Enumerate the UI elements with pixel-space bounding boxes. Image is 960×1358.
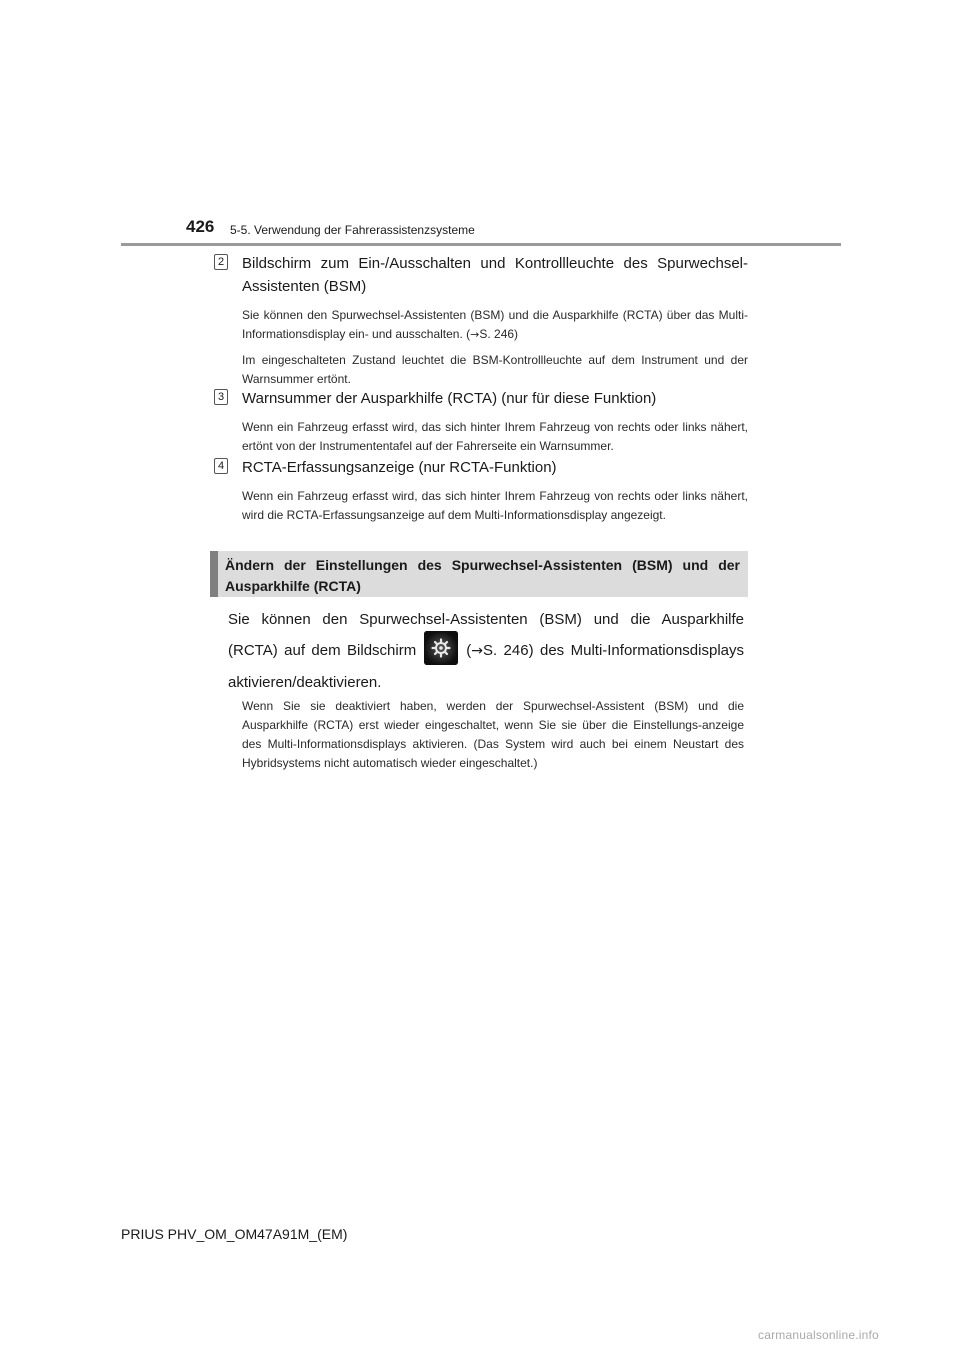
settings-note: Wenn Sie sie deaktiviert haben, werden der Spurwechsel-Assistent (BSM) und die Ausparkhilfe (RCTA) erst wieder eingeschaltet, wenn Sie sie über die Einstellungs-anzeige des Multi-Informationsdisplays aktivieren. (Das System wird auch bei einem Neustart des Hybridsystems nicht automatisch wieder eingeschaltet.)	[242, 699, 744, 770]
item-paragraph	[242, 306, 748, 344]
arrow-symbol: →	[471, 643, 483, 659]
item-body	[242, 306, 748, 389]
item-body	[242, 487, 748, 525]
item-paragraph: Wenn ein Fahrzeug erfasst wird, das sich hinter Ihrem Fahrzeug von rechts oder links nähert, ertönt von der Instrumententafel auf der Fahrerseite ein Warnsummer.	[242, 420, 748, 453]
gear-settings-icon	[424, 631, 458, 665]
intro-text-after-icon: S. 246) des Multi-Informationsdisplays aktivieren/deaktivieren.	[228, 642, 744, 691]
section-title: 5-5. Verwendung der Fahrerassistenzsysteme	[230, 223, 475, 237]
item-number-badge: 3	[214, 389, 228, 405]
intro-text-before-icon: Sie können den Spurwechsel-Assistenten (BSM) und die Ausparkhilfe (RCTA) auf dem Bildschirm	[228, 611, 744, 659]
header-rule	[121, 243, 841, 246]
item-3	[214, 387, 748, 463]
footer-document-code: PRIUS PHV_OM_OM47A91M_(EM)	[121, 1226, 348, 1242]
item-paragraph-text: Sie können den Spurwechsel-Assistenten (BSM) und die Ausparkhilfe (RCTA) über das Multi-Informationsdisplay ein- und ausschalten. (	[242, 308, 748, 341]
item-number-badge: 4	[214, 458, 228, 474]
arrow-symbol: →	[470, 328, 480, 341]
settings-heading-box: Ändern der Einstellungen des Spurwechsel-Assistenten (BSM) und der Ausparkhilfe (RCTA)	[210, 551, 748, 597]
item-4	[214, 456, 748, 532]
item-paragraph: Wenn ein Fahrzeug erfasst wird, das sich hinter Ihrem Fahrzeug von rechts oder links nähert, wird die RCTA-Erfassungsanzeige auf dem Multi-Informationsdisplay angezeigt.	[242, 489, 748, 522]
item-paragraph: Im eingeschalteten Zustand leuchtet die BSM-Kontrollleuchte auf dem Instrument und der Warnsummer ertönt.	[242, 353, 748, 386]
item-heading: Warnsummer der Ausparkhilfe (RCTA) (nur für diese Funktion)	[242, 390, 657, 407]
item-2	[214, 252, 748, 396]
item-heading: RCTA-Erfassungsanzeige (nur RCTA-Funktion)	[242, 459, 557, 476]
item-number-badge: 2	[214, 254, 228, 270]
settings-intro: Sie können den Spurwechsel-Assistenten (BSM) und die Ausparkhilfe (RCTA) auf dem Bildschirm (→S. 246) des Multi-Informationsdisplays aktivieren/deaktivieren.	[228, 611, 744, 691]
page-reference: S. 246)	[479, 327, 519, 341]
item-heading: Bildschirm zum Ein-/Ausschalten und Kontrollleuchte des Spurwechsel-Assistenten (BSM)	[242, 255, 748, 295]
item-body	[242, 418, 748, 456]
watermark[interactable]: carmanualsonline.info	[758, 1328, 879, 1342]
page-number: 426	[186, 217, 215, 236]
